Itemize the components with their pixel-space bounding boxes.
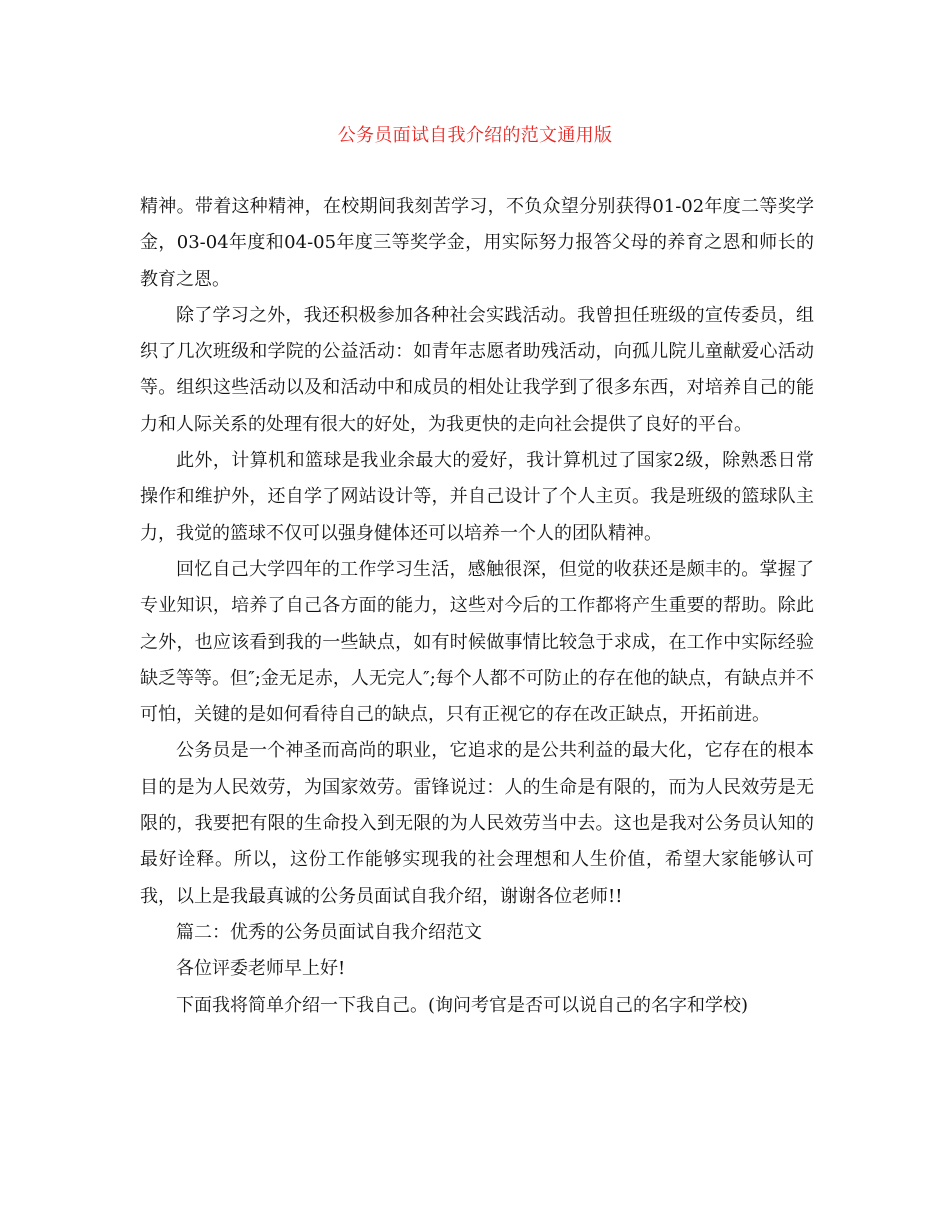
paragraph-2: 除了学习之外，我还积极参加各种社会实践活动。我曾担任班级的宣传委员，组织了几次班级和学院的公益活动：如青年志愿者助残活动，向孤儿院儿童献爱心活动等。组织这些活动以及和活动中和成员的相处让我学到了很多东西，对培养自己的能力和人际关系的处理有很大的好处，为我更快的走向社会提供了良好的平台。: [140, 304, 814, 435]
paragraph-3: 此外，计算机和篮球是我业余最大的爱好，我计算机过了国家2级，除熟悉日常操作和维护外，还自学了网站设计等，并自己设计了个人主页。我是班级的篮球队主力，我觉的篮球不仅可以强身健体还可以培养一个人的团队精神。: [140, 450, 814, 544]
document-title: 公务员面试自我介绍的范文通用版: [337, 125, 613, 146]
paragraph-4: 回忆自己大学四年的工作学习生活，感触很深，但觉的收获还是颇丰的。掌握了专业知识，培养了自己各方面的能力，这些对今后的工作都将产生重要的帮助。除此之外，也应该看到我的一些缺点，如有时候做事情比较急于求成，在工作中实际经验缺乏等等。但″;金无足赤，人无完人″;每个人都不可防止的存在他的缺点，有缺点并不可怕，关键的是如何看待自己的缺点，只有正视它的存在改正缺点，开拓前进。: [140, 558, 814, 726]
intro-line: 下面我将简单介绍一下我自己。(询问考官是否可以说自己的名字和学校): [176, 994, 749, 1016]
document-body: [140, 189, 814, 1024]
paragraph-1: 精神。带着这种精神，在校期间我刻苦学习，不负众望分别获得01-02年度二等奖学金，03-04年度和04-05年度三等奖学金，用实际努力报答父母的养育之恩和师长的教育之恩。: [140, 196, 814, 290]
paragraph-5: 公务员是一个神圣而高尚的职业，它追求的是公共利益的最大化，它存在的根本目的是为人民效劳，为国家效劳。雷锋说过：人的生命是有限的，而为人民效劳是无限的，我要把有限的生命投入到无限的为人民效劳当中去。这也是我对公务员认知的最好诠释。所以，这份工作能够实现我的社会理想和人生价值，希望大家能够认可我，以上是我最真诚的公务员面试自我介绍，谢谢各位老师!!: [140, 740, 814, 907]
greeting-line: 各位评委老师早上好!: [176, 958, 346, 980]
section-heading: 篇二：优秀的公务员面试自我介绍范文: [176, 921, 482, 943]
